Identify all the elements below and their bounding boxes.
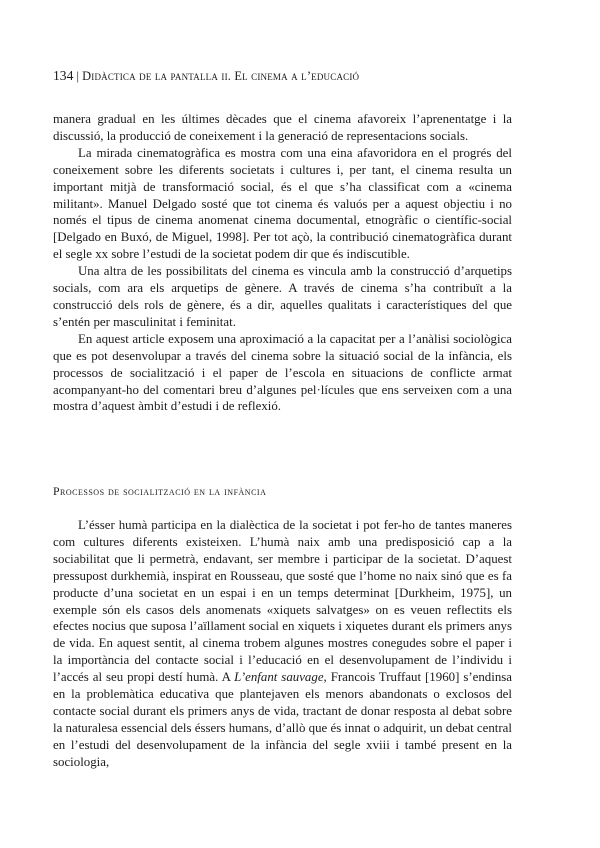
paragraph: manera gradual en les últimes dècades que el cinema afavoreix l’aprenentatge i la discussió, la producció de coneixement i la generació de representacions socials. (53, 112, 512, 143)
paragraph: Una altra de les possibilitats del cinema es vincula amb la construcció d’arquetips socials, com ara els arquetips de gènere. A través de cinema s’ha contribuït a la construcció dels rols de gènere, és a dir, aquelles qualitats i característiques del que s’entén per masculinitat i feminitat. (53, 264, 512, 329)
body-text-top (53, 111, 512, 415)
paragraph: En aquest article exposem una aproximació a la capacitat per a l’anàlisi sociològica que es pot desenvolupar a través del cinema sobre la situació social de la infància, els processos de socialització i el paper de l’escola en situacions de conflicte armat acompanyant-ho del comentari breu d’algunes pel·lícules que ens serveixen com a una mostra d’aquest àmbit d’estudi i de reflexió. (53, 331, 512, 414)
running-header (53, 69, 553, 83)
paragraph (53, 517, 512, 771)
paragraph-rest: , Francois Truffaut [1960] s’endinsa en la problemàtica educativa que plantejaven els menors abandonats o exclosos del contacte social durant els primers anys de vida, tractant de donar resposta al debat sobre la naturalesa essencial dels éssers humans, d’allò que és innat o adquirit, un debat central en l’estudi del desenvolupament de la infància del segle xviii i també present en la sociologia, (53, 670, 513, 769)
paragraph: La mirada cinematogràfica es mostra com una eina afavoridora en el progrés del coneixement sobre les diferents societats i cultures i, per tant, el cinema resulta un important mitjà de transformació social, és el que s’ha classificat com a «cinema militant». Manuel Delgado sosté que tot cinema és valuós per a aquest objectiu i no només el tipus de cinema anomenat cinema documental, etnogràfic o científic-social [Delgado en Buxó, de Miguel, 1998]. Per tot açò, la contribució cinematogràfica durant el segle xx sobre l’estudi de la societat podem dir que és indiscutible. (53, 145, 512, 262)
paragraph-intro: L’ésser humà participa en la dialèctica de la societat i pot fer-ho de tantes maneres com cultures diferents existeixen. L’humà naix amb una predisposició cap a la sociabilitat que li permetrà, endavant, ser membre i participar de la societat. D’aquest pressupost durkhemià, inspirat en Rousseau, que sosté que l’home no naix sinó que es fa producte d’una societat en un espai i en un temps determinat [Durkheim, 1975], un exemple són els casos dels anomenats «xiquets salvatges» on es veuen reflectits els efectes nocius que suposa l’aïllament social en xiquets i xiquetes durant els primers anys de vida. En aquest sentit, al cinema trobem algunes mostres conegudes sobre el paper i la importància del contacte social i l’educació en el desenvolupament de l’individu i l’accés al seu propi destí humà. A (53, 518, 512, 685)
film-title: L’enfant sauvage (234, 670, 324, 685)
section-heading: Processos de socialització en la infància (53, 484, 267, 498)
body-text-bottom (53, 517, 512, 771)
running-title: Didàctica de la pantalla ii. El cinema a l’educació (82, 69, 360, 83)
header-separator: | (76, 69, 79, 83)
page-number: 134 (53, 68, 74, 83)
